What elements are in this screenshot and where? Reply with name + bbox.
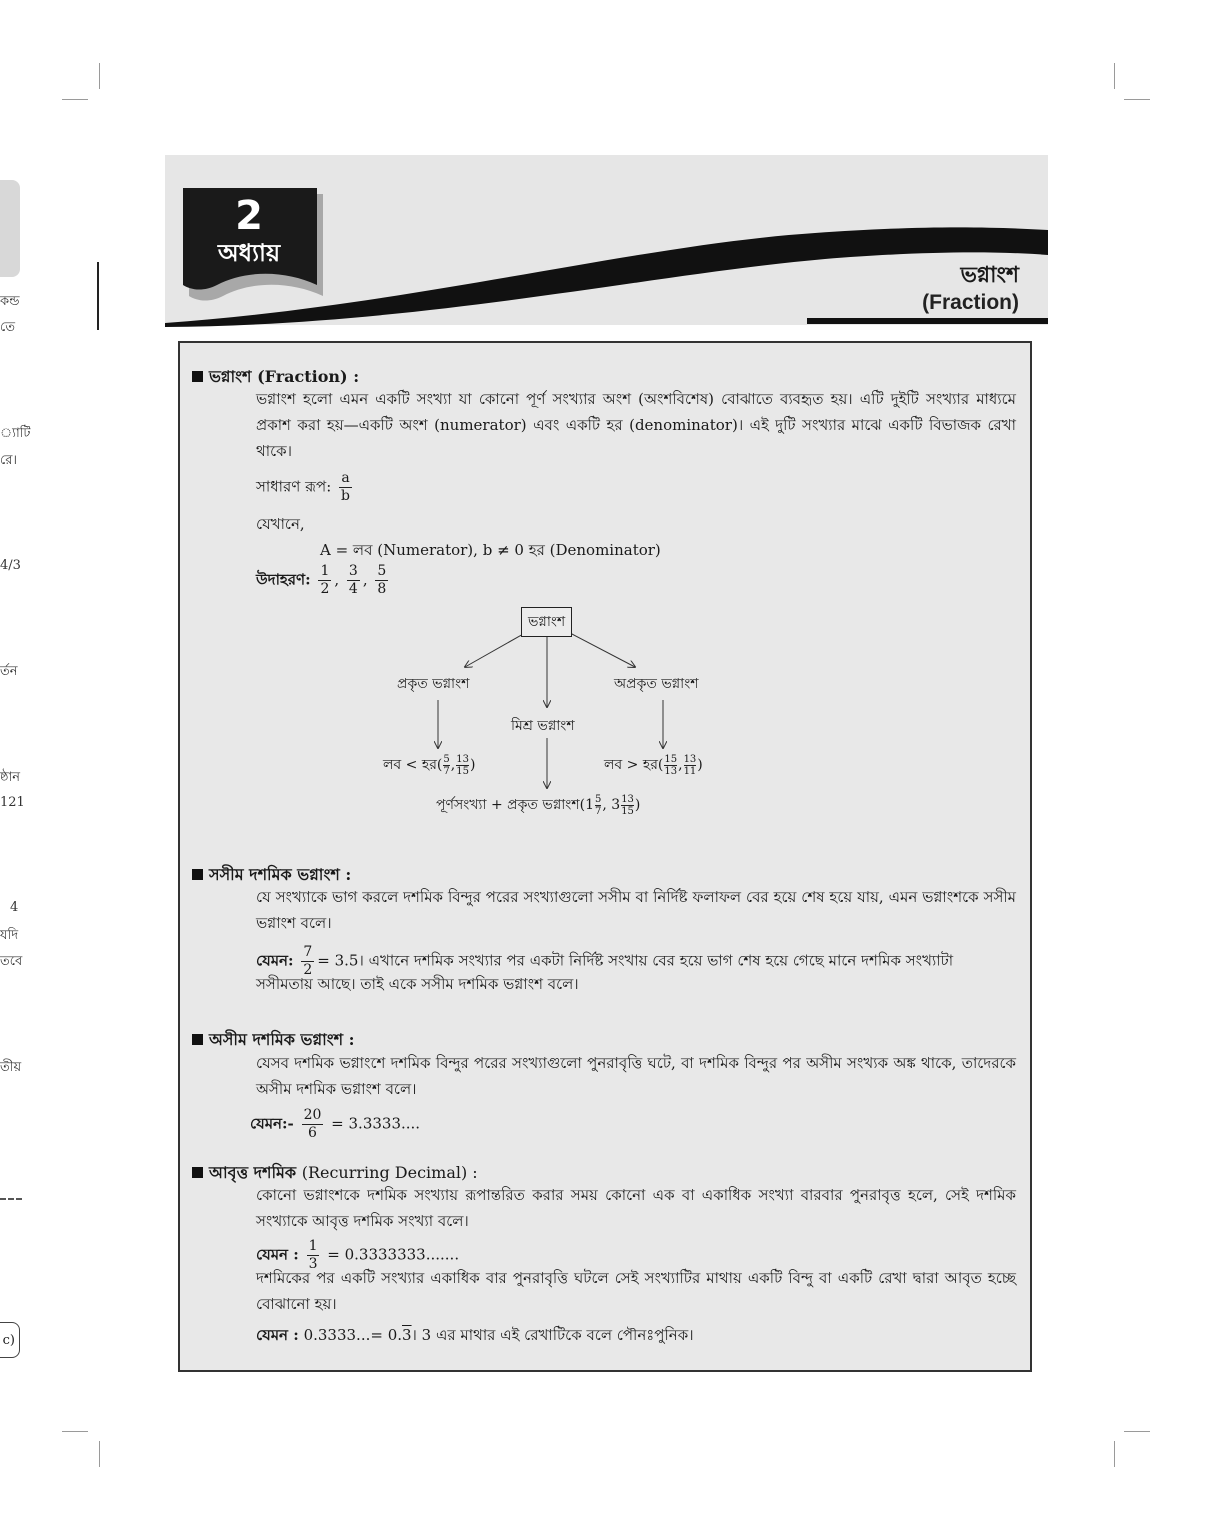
small-fraction <box>443 754 449 777</box>
chapter-word: অধ্যায় <box>217 239 281 267</box>
heading-text: সসীম দশমিক ভগ্নাংশ : <box>209 865 352 884</box>
chapter-number: 2 <box>235 193 263 239</box>
fraction-numerator: 15 <box>664 753 678 765</box>
example-text: 0.3333...= 0. <box>303 1326 402 1344</box>
margin-fragment: 121 <box>0 795 25 810</box>
general-form-label: সাধারণ রূপ: <box>256 477 332 496</box>
rule-text: লব < হর( <box>383 757 443 773</box>
example-label: যেমন: <box>256 951 294 970</box>
fraction-denominator: 7 <box>594 805 602 817</box>
chapter-title-bn: ভগ্নাংশ <box>960 263 1019 288</box>
small-fraction <box>621 794 634 817</box>
fraction-numerator: 5 <box>443 753 450 765</box>
fraction-denominator: 15 <box>621 805 634 817</box>
margin-fragment: তীয় <box>0 1060 22 1075</box>
margin-fragment: তে <box>0 320 16 335</box>
tree-rule-mixed: পূর্ণসংখ্যা + প্রকৃত ভগ্নাংশ(1 $\frac{5}{7}$ , 3 $\frac{13}{15}$ ) <box>436 793 641 817</box>
heading-text-en: (Recurring Decimal) : <box>301 1163 478 1182</box>
fraction-denominator: 8 <box>377 581 387 597</box>
fraction-denominator: 7 <box>443 765 450 777</box>
fraction-denominator: b <box>341 488 351 504</box>
fraction-numerator: 1 <box>320 563 330 579</box>
margin-fragment: 4/3 <box>0 558 21 573</box>
fraction-numerator: 13 <box>456 753 469 765</box>
example-label: যেমন : <box>256 1326 299 1344</box>
chapter-title-en: (Fraction) <box>922 291 1019 314</box>
fraction-numerator: 13 <box>621 793 634 805</box>
tree-root-fraction: ভগ্নাংশ <box>521 607 572 637</box>
tree-rule-proper: লব < হর( $\frac{5}{7}$ , $\frac{13}{15}$ ) <box>383 753 476 777</box>
example-label: যেমন : <box>256 1245 299 1264</box>
fraction-denominator: 4 <box>348 581 358 597</box>
repeating-digit: 3 <box>402 1326 412 1344</box>
margin-fragment: ষ্ঠান <box>0 770 20 785</box>
fraction-numerator: 13 <box>683 753 697 765</box>
terminating-example-cont: সসীমতায় আছে। তাই একে সসীম দশমিক ভগ্নাংশ বলে। <box>256 975 579 993</box>
fraction-denominator: 2 <box>320 581 330 597</box>
fraction-numerator: 5 <box>594 793 602 805</box>
fraction-denominator: 3 <box>308 1256 318 1272</box>
heading-text: ভগ্নাংশ (Fraction) : <box>209 367 360 386</box>
nonterminating-example <box>250 1107 420 1142</box>
square-bullet-icon <box>192 1167 203 1178</box>
small-fraction <box>684 754 697 777</box>
example-label: উদাহরণ: <box>256 570 311 589</box>
recurring-definition: কোনো ভগ্নাংশকে দশমিক সংখ্যায় রূপান্তরিত করার সময় কোনো এক বা একাধিক সংখ্যা বারবার পুনরাবৃত্ত হলে, সেই দশমিক সংখ্যাকে আবৃত্ত দশমিক সংখ্যা বলে। <box>256 1186 1016 1230</box>
fraction-numerator: 3 <box>348 563 358 579</box>
fraction-numerator: 20 <box>303 1107 322 1123</box>
example-fraction <box>302 1107 324 1142</box>
fraction-numerator: 5 <box>377 563 387 579</box>
fraction-denominator: 15 <box>456 765 469 777</box>
mixed-whole: 3 <box>611 797 621 813</box>
fraction-numerator: 7 <box>303 944 313 960</box>
margin-fragment: র্তন <box>0 664 18 679</box>
margin-fragment: 4 <box>10 900 19 915</box>
fraction-denominator: 6 <box>302 1124 324 1142</box>
tree-node-mixed: মিশ্র ভগ্নাংশ <box>511 718 575 734</box>
where-line: A = লব (Numerator), b ≠ 0 হর (Denominator) <box>320 541 661 559</box>
small-fraction <box>595 794 601 817</box>
where-label: যেখানে, <box>256 515 305 533</box>
rule-text: লব > হর( <box>604 757 664 773</box>
fraction-numerator: a <box>341 470 350 486</box>
recurring-example-2 <box>256 1325 694 1345</box>
mixed-whole: 1 <box>585 797 594 813</box>
example-label: যেমন:- <box>250 1114 294 1133</box>
square-bullet-icon <box>192 1034 203 1045</box>
margin-fragment: তবে <box>0 954 23 969</box>
fraction-denominator: 2 <box>303 962 313 978</box>
tree-node-improper: অপ্রকৃত ভগ্নাংশ <box>614 676 699 692</box>
small-fraction <box>664 754 677 777</box>
example-text: = 0.3333333....... <box>327 1245 460 1264</box>
tree-node-proper: প্রকৃত ভগ্নাংশ <box>397 676 470 692</box>
fraction-denominator: 11 <box>683 765 697 777</box>
example-text: = 3.5। এখানে দশমিক সংখ্যার পর একটা নির্দিষ্ট সংখায় বের হয়ে ভাগ শেষ হয়ে গেছে মানে দশমিক সংখ্যাটা <box>317 951 954 970</box>
margin-fragment: যদি <box>0 928 19 943</box>
fraction-definition: ভগ্নাংশ হলো এমন একটি সংখ্যা যা কোনো পূর্ণ সংখ্যার অংশ (অংশবিশেষ) বোঝাতে ব্যবহৃত হয়। এটি দুইটি সংখ্যার মাধ্যমে প্রকাশ করা হয়—একটি অংশ (numerator) এবং একটি হর (denominator)। এই দুটি সংখ্যার মাঝে একটি বিভাজক রেখা থাকে। <box>256 390 1016 460</box>
square-bullet-icon <box>192 869 203 880</box>
example-text: = 3.3333.... <box>331 1114 421 1133</box>
heading-text: অসীম দশমিক ভগ্নাংশ : <box>209 1030 355 1049</box>
example-line: উদাহরণ: $\frac{1}{2}$ , $\frac{3}{4}$ , $\frac{5}{8}$ <box>256 563 387 597</box>
heading-text: আবৃত্ত দশমিক <box>209 1163 297 1182</box>
example-text: । 3 এর মাথার এই রেখাটিকে বলে পৌনঃপুনিক। <box>411 1326 694 1344</box>
tree-rule-improper: লব > হর( $\frac{15}{13}$ , $\frac{13}{11}$ ) <box>604 753 703 777</box>
margin-fragment: ্যাটি <box>0 426 31 441</box>
terminating-definition: যে সংখ্যাকে ভাগ করলে দশমিক বিন্দুর পরের সংখ্যাগুলো সসীম বা নির্দিষ্ট ফলাফল বের হয়ে শেষ হয়ে যায়, এমন ভগ্নাংশকে সসীম ভগ্নাংশ বলে। <box>256 888 1016 932</box>
small-fraction <box>456 754 469 777</box>
fraction-numerator: 1 <box>308 1238 318 1254</box>
margin-fragment: c) <box>0 1322 20 1358</box>
recurring-notation: দশমিকের পর একটি সংখ্যার একাধিক বার পুনরাবৃত্তি ঘটলে সেই সংখ্যাটির মাথায় একটি বিন্দু বা একটি রেখা দ্বারা আবৃত হচ্ছে বোঝানো হয়। <box>256 1269 1016 1313</box>
rule-text: পূর্ণসংখ্যা + প্রকৃত ভগ্নাংশ( <box>436 797 586 813</box>
nonterminating-definition: যেসব দশমিক ভগ্নাংশে দশমিক বিন্দুর পরের সংখ্যাগুলো পুনরাবৃত্তি ঘটে, বা দশমিক বিন্দুর পর অসীম সংখ্যক অঙ্ক থাকে, তাদেরকে অসীম দশমিক ভগ্নাংশ বলে। <box>256 1054 1016 1098</box>
margin-fragment: রে। <box>0 453 18 468</box>
fraction-denominator: 13 <box>664 765 678 777</box>
margin-fragment: কন্ড <box>0 294 20 309</box>
